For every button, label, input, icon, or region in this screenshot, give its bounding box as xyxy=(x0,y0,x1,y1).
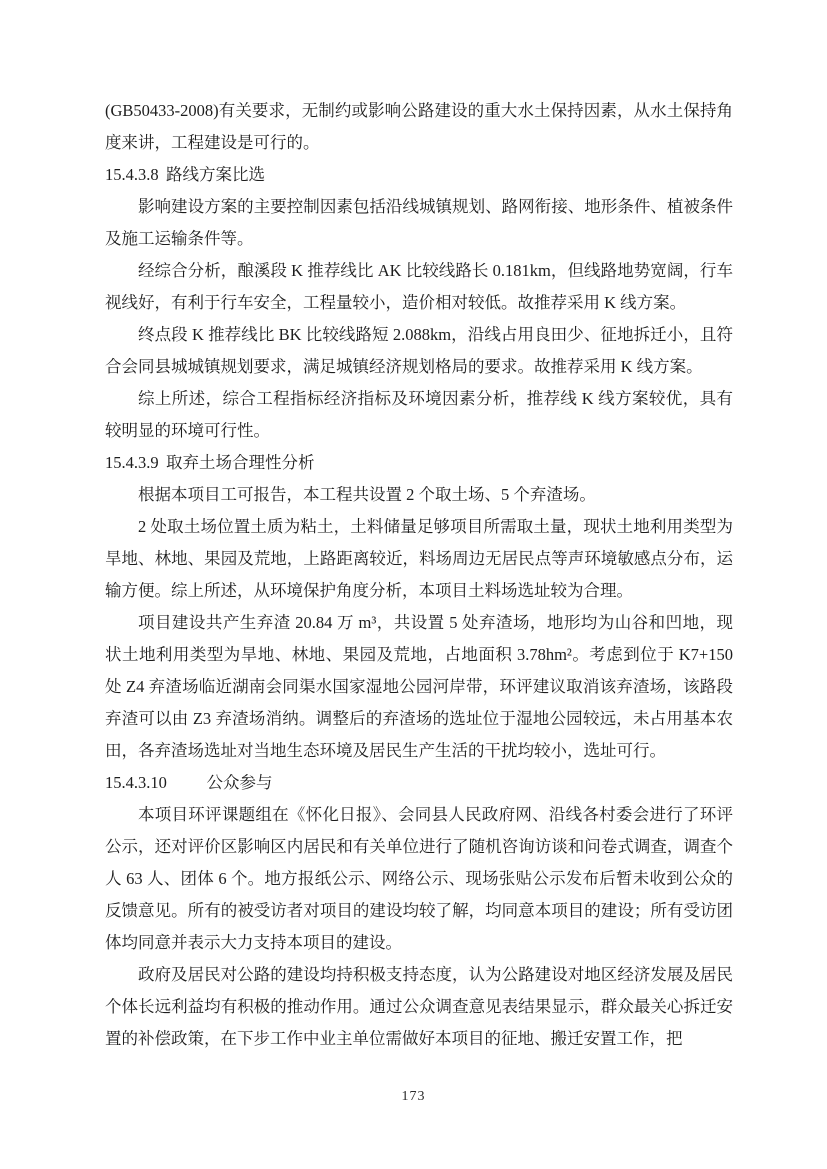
paragraph: 项目建设共产生弃渣 20.84 万 m³，共设置 5 处弃渣场，地形均为山谷和凹地，现状土地利用类型为旱地、林地、果园及荒地，占地面积 3.78hm²。考虑到位于 K7+150 处 Z4 弃渣场临近湖南会同渠水国家湿地公园河岸带，环评建议取消该弃渣场，该路段弃渣可以由 Z3 弃渣场消纳。调整后的弃渣场的选址位于湿地公园较远，未占用基本农田，各弃渣场选址对当地生态环境及居民生产生活的干扰均较小，选址可行。 xyxy=(105,613,733,760)
paragraph: 根据本项目工可报告，本工程共设置 2 个取土场、5 个弃渣场。 xyxy=(138,485,596,504)
section-heading-15-4-3-10 xyxy=(105,767,733,799)
section-heading-15-4-3-9 xyxy=(105,447,733,479)
section-title: 取弃土场合理性分析 xyxy=(166,453,315,472)
paragraph-continuation: (GB50433-2008)有关要求，无制约或影响公路建设的重大水土保持因素，从水土保持角度来讲，工程建设是可行的。 xyxy=(105,101,733,152)
section-title: 公众参与 xyxy=(206,773,273,792)
paragraph: 2 处取土场位置土质为粘土，土料储量足够项目所需取土量，现状土地利用类型为旱地、林地、果园及荒地，上路距离较近，料场周边无居民点等声环境敏感点分布，运输方便。综上所述，从环境保护角度分析，本项目土料场选址较为合理。 xyxy=(105,517,733,600)
paragraph: 终点段 K 推荐线比 BK 比较线路短 2.088km，沿线占用良田少、征地拆迁小，且符合会同县城城镇规划要求，满足城镇经济规划格局的要求。故推荐采用 K 线方案。 xyxy=(105,325,733,376)
section-title: 路线方案比选 xyxy=(166,165,266,184)
paragraph: 综上所述，综合工程指标经济指标及环境因素分析，推荐线 K 线方案较优，具有较明显的环境可行性。 xyxy=(105,389,733,440)
section-number: 15.4.3.8 xyxy=(105,165,159,184)
page-number: 173 xyxy=(401,1089,426,1104)
paragraph: 本项目环评课题组在《怀化日报》、会同县人民政府网、沿线各村委会进行了环评公示，还对评价区影响区内居民和有关单位进行了随机咨询访谈和问卷式调查，调查个人 63 人、团体 6 个。地方报纸公示、网络公示、现场张贴公示发布后暂未收到公众的反馈意见。所有的被受访者对项目的建设均较了解，均同意本项目的建设；所有受访团体均同意并表示大力支持本项目的建设。 xyxy=(105,805,733,952)
section-number: 15.4.3.10 xyxy=(105,773,167,792)
document-content xyxy=(105,95,733,1055)
section-number: 15.4.3.9 xyxy=(105,453,159,472)
paragraph: 影响建设方案的主要控制因素包括沿线城镇规划、路网衔接、地形条件、植被条件及施工运输条件等。 xyxy=(105,197,733,248)
paragraph: 经综合分析，酿溪段 K 推荐线比 AK 比较线路长 0.181km，但线路地势宽阔，行车视线好，有利于行车安全，工程量较小，造价相对较低。故推荐采用 K 线方案。 xyxy=(105,261,733,312)
paragraph: 政府及居民对公路的建设均持积极支持态度，认为公路建设对地区经济发展及居民个体长远利益均有积极的推动作用。通过公众调查意见表结果显示，群众最关心拆迁安置的补偿政策，在下步工作中业主单位需做好本项目的征地、搬迁安置工作，把 xyxy=(105,965,733,1048)
section-heading-15-4-3-8 xyxy=(105,159,733,191)
